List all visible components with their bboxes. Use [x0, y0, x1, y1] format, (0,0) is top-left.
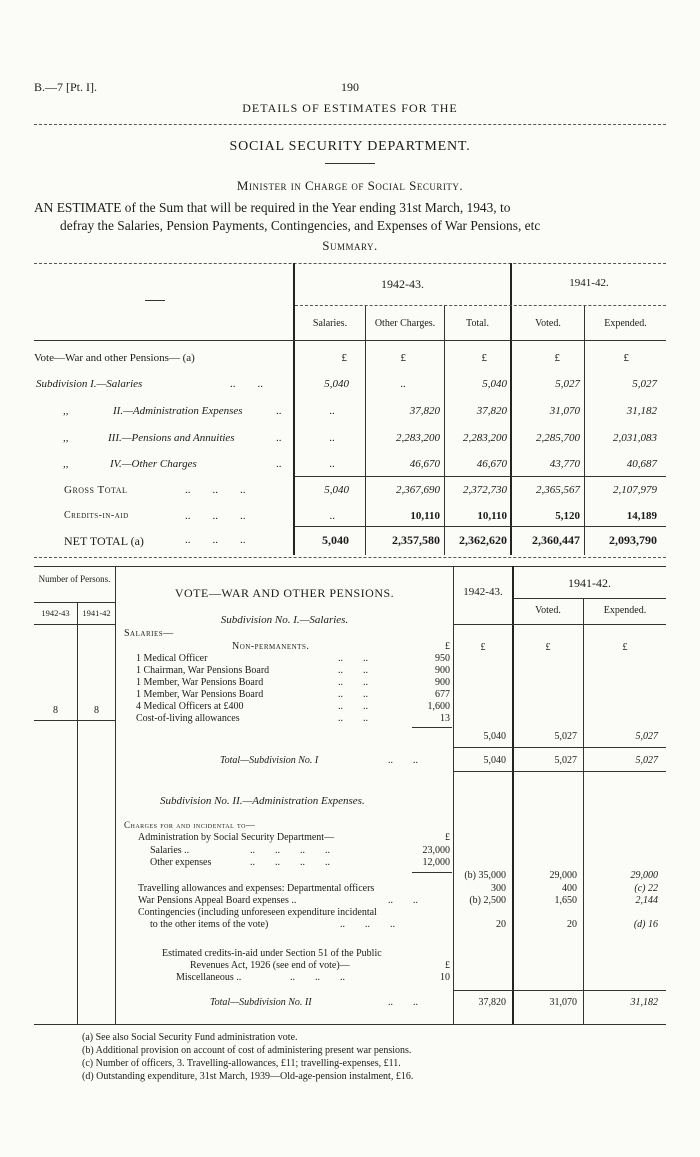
sub1-total-voted: 5,027 [554, 755, 577, 766]
summary-row-label: Subdivision I.—Salaries [36, 378, 143, 390]
appeal-label: War Pensions Appeal Board expenses .. [138, 895, 297, 906]
admin-expended: 29,000 [630, 870, 658, 881]
sub2-total-rule [453, 990, 666, 991]
detail-vline [115, 566, 116, 1024]
summary-cell: 46,670 [409, 458, 440, 470]
salary-amount: 13 [440, 713, 450, 724]
appeal-voted: 1,650 [554, 895, 577, 906]
admin-current: (b) 35,000 [464, 870, 506, 881]
leader-dots: .. .. .. [185, 534, 246, 546]
travel-label: Travelling allowances and expenses: Departmental officers [138, 883, 375, 894]
leader-dots: .. [276, 405, 282, 417]
detail-col-voted: Voted. [535, 605, 561, 616]
sub1-expended: 5,027 [635, 731, 658, 742]
sub2-title: Subdivision No. II.—Administration Expenses. [160, 795, 365, 807]
summary-cell: 2,283,200 [463, 432, 507, 444]
appeal-current: (b) 2,500 [469, 895, 506, 906]
summary-row-label: Gross Total [64, 484, 128, 496]
summary-cell: 40,687 [626, 458, 657, 470]
col-currency: £ [480, 642, 486, 653]
summary-col-voted: Voted. [535, 318, 561, 329]
summary-cell: 2,372,730 [463, 484, 507, 496]
summary-cell: £ [554, 352, 560, 364]
summary-cell: 2,362,620 [459, 533, 507, 547]
credits-misc-amount: 10 [440, 972, 450, 983]
summary-cell: 37,820 [409, 405, 440, 417]
col-currency: £ [622, 642, 628, 653]
salary-amount: 950 [435, 653, 450, 664]
summary-header-rule [34, 340, 666, 341]
salary-amount: 677 [435, 689, 450, 700]
summary-row-label: Credits-in-aid [64, 510, 129, 521]
summary-col-salaries: Salaries. [312, 318, 348, 329]
summary-net-rule [295, 526, 666, 527]
leader-dots: .. .. [230, 378, 263, 390]
leader-dots: .. .. [338, 653, 368, 664]
leader-dots: .. [276, 458, 282, 470]
summary-top-rule [34, 263, 666, 264]
charges-label: Charges for and incidental to— [124, 820, 256, 830]
detail-year-previous: 1941-42. [568, 576, 611, 590]
summary-cell: 5,040 [324, 378, 349, 390]
summary-cell: 10,110 [477, 510, 507, 522]
summary-row-label: IV.—Other Charges [110, 458, 197, 470]
summary-cell: 5,120 [555, 510, 580, 522]
summary-cell: £ [341, 352, 347, 364]
summary-cell: 31,070 [549, 405, 580, 417]
persons-1942: 8 [53, 705, 58, 716]
summary-cell: 5,027 [555, 378, 580, 390]
salaries-label: Salaries— [124, 628, 174, 639]
salary-item: Cost-of-living allowances [136, 713, 240, 724]
sub1-total-expended: 5,027 [635, 755, 658, 766]
leader-dots: .. .. .. [185, 484, 246, 496]
summary-cell: 2,367,690 [396, 484, 440, 496]
footnote: (b) Additional provision on account of cost of administering present war pensions. [82, 1045, 412, 1056]
department-title: SOCIAL SECURITY DEPARTMENT. [229, 139, 471, 154]
summary-cell: .. [329, 458, 335, 470]
summary-cell: £ [481, 352, 487, 364]
appeal-expended: 2,144 [635, 895, 658, 906]
travel-expended: (c) 22 [634, 883, 658, 894]
leader-dots: .. .. .. [290, 972, 345, 983]
contingencies-voted: 20 [567, 919, 577, 930]
summary-cell: £ [400, 352, 406, 364]
estimate-line-2: defray the Salaries, Pension Payments, Contingencies, and Expenses of War Pensions, etc [60, 218, 541, 233]
credits-currency: £ [445, 960, 450, 971]
leader-dots: .. .. [388, 755, 418, 766]
summary-cell: 43,770 [549, 458, 580, 470]
summary-year-rule [295, 305, 666, 306]
summary-row-label: III.—Pensions and Annuities [108, 432, 235, 444]
summary-cell: 5,040 [482, 378, 507, 390]
document-reference: B.—7 [Pt. I]. [34, 80, 97, 94]
leader-dots: .. [276, 432, 282, 444]
sub1-currency: £ [445, 641, 450, 652]
detail-vline [583, 598, 584, 1024]
col-currency: £ [545, 642, 551, 653]
summary-cell: 5,040 [324, 484, 349, 496]
salary-amount: 900 [435, 677, 450, 688]
sub2-total-label: Total—Subdivision No. II [210, 997, 312, 1008]
sub1-voted: 5,027 [554, 731, 577, 742]
sub1-title: Subdivision No. I.—Salaries. [220, 614, 349, 626]
nonperm-label: Non-permanents. [232, 641, 310, 652]
detail-year-current: 1942-43. [463, 586, 503, 598]
persons-year-current: 1942-43 [41, 608, 70, 618]
page-number: 190 [341, 80, 359, 94]
admin-sum-rule [412, 872, 452, 873]
persons-1941: 8 [94, 705, 99, 716]
summary-cell: 14,189 [626, 510, 657, 522]
salary-item: 1 Member, War Pensions Board [136, 689, 264, 700]
leader-dots: .. .. [338, 665, 368, 676]
vote-title: VOTE—WAR AND OTHER PENSIONS. [174, 586, 395, 600]
summary-cell: 5,027 [632, 378, 657, 390]
summary-year-current: 1942-43. [381, 277, 424, 291]
salary-sum-rule [412, 727, 452, 728]
header-rule [34, 124, 666, 125]
summary-cell: 5,040 [322, 533, 349, 547]
summary-col-other: Other Charges. [374, 318, 436, 329]
summary-cell: 37,820 [476, 405, 507, 417]
leader-dots: .. .. [338, 677, 368, 688]
detail-vline [77, 602, 78, 1024]
leader-dots: .. .. [338, 701, 368, 712]
detail-bottom-rule [34, 1024, 666, 1025]
summary-cell: 2,285,700 [536, 432, 580, 444]
admin-voted: 29,000 [549, 870, 577, 881]
sub2-currency: £ [445, 832, 450, 843]
detail-year-rule [513, 598, 666, 599]
admin-salaries-label: Salaries .. [150, 845, 190, 856]
detail-col-expended: Expended. [603, 605, 647, 616]
contingencies-label: Contingencies (including unforeseen expenditure incidental [138, 907, 377, 918]
persons-header: Number of Persons. [38, 574, 111, 584]
ditto-mark: ,, [63, 432, 69, 444]
summary-cell: 2,365,567 [536, 484, 580, 496]
persons-rule [34, 602, 115, 603]
summary-cell: 10,110 [410, 510, 440, 522]
summary-cell: 2,357,580 [392, 533, 440, 547]
ditto-mark: ,, [63, 405, 69, 417]
travel-voted: 400 [562, 883, 577, 894]
summary-cell: 2,283,200 [396, 432, 440, 444]
summary-row-label: II.—Administration Expenses [113, 405, 243, 417]
summary-cell: 2,031,083 [613, 432, 657, 444]
summary-cell: .. [400, 378, 406, 390]
contingencies-label-2: to the other items of the vote) [150, 919, 269, 930]
salary-amount: 900 [435, 665, 450, 676]
leader-dots: .. .. [388, 895, 418, 906]
sub2-total-voted: 31,070 [549, 997, 577, 1008]
summary-cell: .. [329, 432, 335, 444]
credits-label-2: Revenues Act, 1926 (see end of vote)— [190, 960, 350, 971]
admin-salaries-amount: 23,000 [422, 845, 450, 856]
detail-header-rule [34, 624, 115, 625]
salary-item: 4 Medical Officers at £400 [136, 701, 244, 712]
summary-col-expended: Expended. [604, 318, 647, 329]
salary-item: 1 Medical Officer [136, 653, 208, 664]
salary-amount: 1,600 [427, 701, 450, 712]
admin-other-label: Other expenses [150, 857, 212, 868]
sub1-total-bottom-rule [453, 771, 666, 772]
salary-item: 1 Member, War Pensions Board [136, 677, 264, 688]
summary-cell: 31,182 [626, 405, 657, 417]
sub2-total-current: 37,820 [478, 997, 506, 1008]
leader-dots: .. .. [388, 997, 418, 1008]
detail-header-rule [453, 624, 666, 625]
summary-cell: 2,360,447 [532, 533, 580, 547]
ditto-mark: ,, [63, 458, 69, 470]
contingencies-expended: (d) 16 [633, 919, 658, 930]
sub2-total-expended: 31,182 [630, 997, 658, 1008]
detail-vline [512, 566, 514, 1024]
leader-dots: .. .. .. .. [250, 845, 330, 856]
summary-col-total: Total. [466, 318, 489, 329]
summary-gross-rule [295, 476, 666, 477]
summary-row-label: NET TOTAL (a) [64, 534, 144, 548]
footnote: (d) Outstanding expenditure, 31st March, 1939—Old-age-pension instalment, £16. [82, 1071, 414, 1082]
admin-other-amount: 12,000 [422, 857, 450, 868]
contingencies-current: 20 [496, 919, 506, 930]
detail-vline [453, 566, 454, 1024]
summary-cell: 2,093,790 [609, 533, 657, 547]
summary-cell: 46,670 [476, 458, 507, 470]
minister-line: Minister in Charge of Social Security. [236, 178, 464, 193]
estimate-line-1: AN ESTIMATE of the Sum that will be required in the Year ending 31st March, 1943, to [34, 200, 511, 215]
summary-year-previous: 1941-42. [569, 277, 609, 289]
detail-top-rule [34, 566, 666, 567]
title-rule [325, 163, 375, 164]
page-subtitle: DETAILS OF ESTIMATES FOR THE [242, 101, 458, 115]
persons-year-previous: 1941-42 [82, 608, 111, 618]
sub1-total-label: Total—Subdivision No. I [220, 755, 319, 766]
salary-item: 1 Chairman, War Pensions Board [136, 665, 270, 676]
summary-cell: .. [329, 405, 335, 417]
summary-bottom-rule [34, 557, 666, 558]
persons-rule [34, 720, 115, 721]
credits-label: Estimated credits-in-aid under Section 51 of the Public [162, 948, 382, 959]
credits-misc-label: Miscellaneous .. [176, 972, 242, 983]
leader-dots: .. .. [338, 689, 368, 700]
footnote: (a) See also Social Security Fund administration vote. [82, 1032, 298, 1043]
sub1-current: 5,040 [483, 731, 506, 742]
leader-dots: .. .. .. [185, 510, 246, 522]
summary-cell: 2,107,979 [613, 484, 657, 496]
summary-stub-dash [145, 300, 165, 301]
summary-cell: .. [329, 510, 335, 522]
travel-current: 300 [491, 883, 506, 894]
admin-label: Administration by Social Security Department— [138, 832, 335, 843]
summary-cell: £ [623, 352, 629, 364]
leader-dots: .. .. [338, 713, 368, 724]
summary-heading: Summary. [322, 238, 378, 253]
summary-row-label: Vote—War and other Pensions— (a) [34, 352, 195, 364]
footnote: (c) Number of officers, 3. Travelling-allowances, £11; travelling-expenses, £11. [82, 1058, 401, 1069]
leader-dots: .. .. .. .. [250, 857, 330, 868]
sub1-total-current: 5,040 [483, 755, 506, 766]
leader-dots: .. .. .. [340, 919, 395, 930]
sub1-total-rule [453, 747, 666, 748]
